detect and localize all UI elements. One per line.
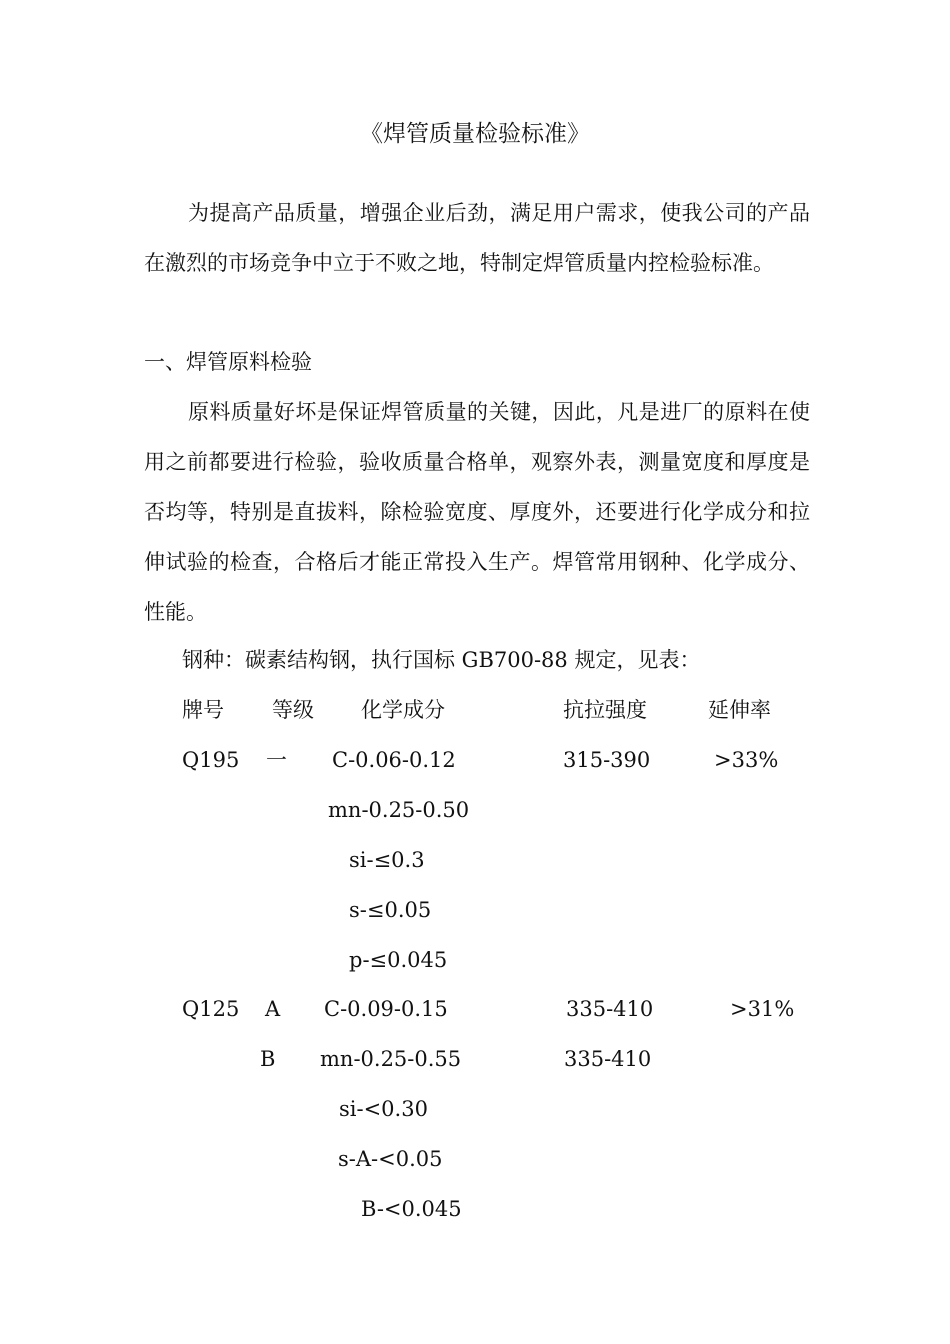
q125-chem-s: s-A-<0.05 [338,1147,443,1171]
q195-level: 一 [266,748,287,772]
q195-chem-si: si-≤0.3 [349,848,425,872]
q125-level-a: A [265,997,281,1021]
q195-chem-p: p-≤0.045 [349,948,448,972]
q125-chem-si: si-<0.30 [339,1097,428,1121]
q125-tensile-a: 335-410 [566,997,654,1021]
steel-type-note: 钢种：碳素结构钢，执行国标 GB700-88 规定，见表： [182,648,701,672]
q125-tensile-b: 335-410 [564,1047,652,1071]
q125-chem-c: C-0.09-0.15 [324,997,448,1021]
q125-chem-mn: mn-0.25-0.55 [320,1047,462,1071]
section-body-paragraph: 原料质量好坏是保证焊管质量的关键，因此，凡是进厂的原料在使用之前都要进行检验，验收质量合格单，观察外表，测量宽度和厚度是否均等，特别是直拔料，除检验宽度、厚度外，还要进行化学成分和拉伸试验的检查，合格后才能正常投入生产。焊管常用钢种、化学成分、性能。 [144,400,810,624]
header-level: 等级 [272,698,314,722]
header-grade: 牌号 [182,698,224,722]
header-tensile-strength: 抗拉强度 [563,698,647,722]
q195-chem-c: C-0.06-0.12 [332,748,456,772]
q195-grade: Q195 [182,748,240,772]
intro-paragraph: 为提高产品质量，增强企业后劲，满足用户需求，使我公司的产品在激烈的市场竞争中立于不败之地，特制定焊管质量内控检验标准。 [144,201,810,275]
q195-chem-s: s-≤0.05 [349,898,432,922]
q195-tensile: 315-390 [563,748,651,772]
q125-grade: Q125 [182,997,240,1021]
section-heading: 一、焊管原料检验 [144,350,312,374]
header-elongation: 延伸率 [708,698,771,722]
q125-chem-p: B-<0.045 [361,1197,462,1221]
q195-chem-mn: mn-0.25-0.50 [328,798,470,822]
q125-elongation: >31% [730,997,795,1021]
q195-elongation: >33% [714,748,779,772]
header-chemical-composition: 化学成分 [361,698,445,722]
q125-level-b: B [260,1047,276,1071]
document-title: 《焊管质量检验标准》 [360,121,590,147]
